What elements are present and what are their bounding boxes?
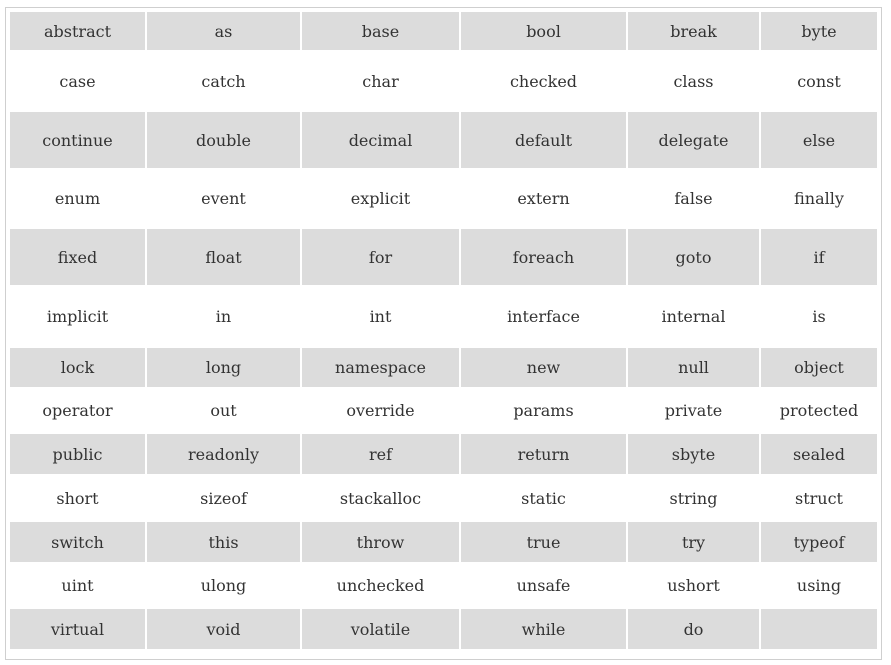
table-row [10, 522, 877, 562]
table-row [10, 229, 877, 285]
table-row [10, 348, 877, 387]
keyword-cell: ushort [628, 564, 759, 607]
keyword-cell: void [147, 609, 300, 649]
keyword-cell: implicit [10, 287, 145, 346]
keyword-cell: abstract [10, 12, 145, 50]
keyword-cell: out [147, 389, 300, 432]
keyword-cell: sbyte [628, 434, 759, 474]
keyword-cell: class [628, 52, 759, 110]
keyword-cell: in [147, 287, 300, 346]
keyword-cell: private [628, 389, 759, 432]
keyword-table-frame [5, 7, 882, 660]
keyword-cell: extern [461, 170, 626, 227]
keyword-cell: const [761, 52, 877, 110]
keyword-cell: goto [628, 229, 759, 285]
keyword-cell: public [10, 434, 145, 474]
keyword-cell: finally [761, 170, 877, 227]
keyword-cell: lock [10, 348, 145, 387]
keyword-cell: is [761, 287, 877, 346]
keyword-cell: delegate [628, 112, 759, 168]
table-row [10, 170, 877, 227]
keyword-cell: double [147, 112, 300, 168]
keyword-cell: override [302, 389, 459, 432]
keyword-cell: do [628, 609, 759, 649]
keyword-cell: typeof [761, 522, 877, 562]
keyword-cell: null [628, 348, 759, 387]
keyword-cell [761, 609, 877, 649]
keyword-cell: try [628, 522, 759, 562]
keyword-cell: this [147, 522, 300, 562]
keyword-cell: checked [461, 52, 626, 110]
keyword-cell: using [761, 564, 877, 607]
keyword-cell: unsafe [461, 564, 626, 607]
keyword-cell: uint [10, 564, 145, 607]
keyword-cell: else [761, 112, 877, 168]
keyword-cell: volatile [302, 609, 459, 649]
keyword-cell: unchecked [302, 564, 459, 607]
keyword-cell: explicit [302, 170, 459, 227]
keyword-cell: foreach [461, 229, 626, 285]
keyword-table [8, 10, 879, 651]
keyword-cell: decimal [302, 112, 459, 168]
table-row [10, 52, 877, 110]
keyword-cell: long [147, 348, 300, 387]
keyword-cell: continue [10, 112, 145, 168]
table-row [10, 476, 877, 520]
keyword-cell: true [461, 522, 626, 562]
keyword-cell: stackalloc [302, 476, 459, 520]
keyword-cell: default [461, 112, 626, 168]
table-row [10, 112, 877, 168]
table-row [10, 389, 877, 432]
keyword-cell: as [147, 12, 300, 50]
keyword-cell: short [10, 476, 145, 520]
keyword-cell: float [147, 229, 300, 285]
table-row [10, 287, 877, 346]
keyword-cell: protected [761, 389, 877, 432]
keyword-cell: case [10, 52, 145, 110]
keyword-cell: string [628, 476, 759, 520]
table-row [10, 609, 877, 649]
keyword-cell: base [302, 12, 459, 50]
keyword-cell: fixed [10, 229, 145, 285]
keyword-cell: int [302, 287, 459, 346]
keyword-cell: params [461, 389, 626, 432]
keyword-cell: false [628, 170, 759, 227]
keyword-cell: switch [10, 522, 145, 562]
keyword-cell: internal [628, 287, 759, 346]
table-row [10, 564, 877, 607]
keyword-cell: ref [302, 434, 459, 474]
keyword-cell: event [147, 170, 300, 227]
table-row [10, 434, 877, 474]
keyword-cell: sealed [761, 434, 877, 474]
keyword-cell: if [761, 229, 877, 285]
keyword-cell: char [302, 52, 459, 110]
table-row [10, 12, 877, 50]
keyword-cell: interface [461, 287, 626, 346]
keyword-cell: virtual [10, 609, 145, 649]
keyword-cell: readonly [147, 434, 300, 474]
keyword-cell: return [461, 434, 626, 474]
keyword-cell: object [761, 348, 877, 387]
keyword-cell: byte [761, 12, 877, 50]
keyword-cell: namespace [302, 348, 459, 387]
keyword-cell: bool [461, 12, 626, 50]
keyword-cell: for [302, 229, 459, 285]
keyword-cell: sizeof [147, 476, 300, 520]
keyword-cell: break [628, 12, 759, 50]
keyword-cell: throw [302, 522, 459, 562]
keyword-cell: enum [10, 170, 145, 227]
keyword-cell: while [461, 609, 626, 649]
keyword-cell: operator [10, 389, 145, 432]
keyword-cell: struct [761, 476, 877, 520]
keyword-cell: static [461, 476, 626, 520]
keyword-cell: new [461, 348, 626, 387]
keyword-cell: catch [147, 52, 300, 110]
keyword-cell: ulong [147, 564, 300, 607]
